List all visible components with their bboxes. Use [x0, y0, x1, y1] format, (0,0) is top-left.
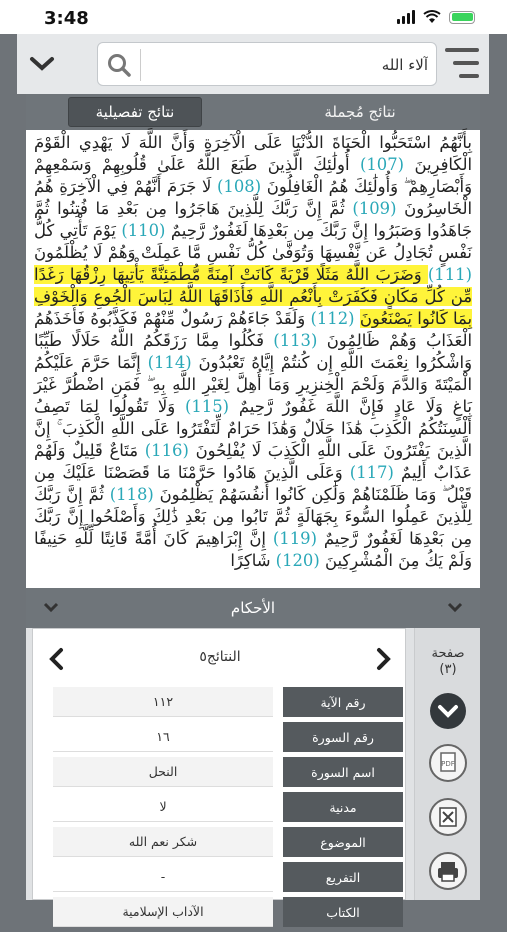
details-label: التفريع	[283, 862, 403, 892]
verse-number: (109)	[352, 199, 397, 218]
verse-number: (120)	[275, 551, 320, 570]
search-input[interactable]	[148, 49, 428, 81]
results-nav	[33, 639, 407, 679]
verse-number: (114)	[147, 353, 192, 372]
details-row	[33, 722, 407, 752]
ahkam-bar[interactable]	[26, 588, 480, 628]
verse-text: إِنَّمَا حَرَّمَ عَلَيْكُمُ الْمَيْتَةَ وَالدَّمَ وَلَحْمَ الْخِنزِيرِ وَمَا أُهِلَّ لِغَيْرِ اللَّهِ بِهِ ۖ فَمَنِ اضْطُرَّ غَيْرَ بَاغٍ وَلَا عَادٍ فَإِنَّ اللَّهَ غَفُورٌ رَّحِيمٌ	[34, 353, 472, 416]
verse-text: فَكُلُوا مِمَّا رَزَقَكُمُ اللَّهُ حَلَالًا طَيِّبًا وَاشْكُرُوا نِعْمَتَ اللَّهِ إِن كُنتُمْ إِيَّاهُ تَعْبُدُونَ	[34, 331, 473, 372]
verses-text	[34, 132, 472, 572]
menu-icon[interactable]	[445, 48, 479, 78]
details-row	[33, 687, 407, 717]
details-row	[33, 792, 407, 822]
details-value: ١٦	[53, 722, 273, 752]
verse-number: (112)	[310, 309, 360, 328]
verse-number: (119)	[272, 529, 317, 548]
verse-text: بِأَنَّهُمُ اسْتَحَبُّوا الْحَيَاةَ الدُّنْيَا عَلَى الْآخِرَةِ وَأَنَّ اللَّهَ لَا يَهْدِي الْقَوْمَ الْكَافِرِينَ	[34, 133, 472, 174]
print-icon[interactable]	[427, 850, 469, 892]
details-label: رقم الآية	[283, 687, 403, 717]
verse-number: (110)	[121, 221, 166, 240]
verse-text: مَتَاعٌ قَلِيلٌ وَلَهُمْ عَذَابٌ أَلِيمٌ	[34, 441, 472, 482]
status-bar	[0, 0, 507, 34]
details-row	[33, 827, 407, 857]
details-label: رقم السورة	[283, 722, 403, 752]
details-value: -	[53, 862, 273, 892]
search-box[interactable]	[97, 42, 437, 86]
status-time: 3:48	[44, 8, 89, 29]
chevron-down-icon[interactable]	[40, 596, 62, 618]
results-details	[32, 628, 406, 920]
collapse-chevron-icon[interactable]	[17, 34, 67, 94]
verse-text: أُولَٰئِكَ الَّذِينَ طَبَعَ اللَّهُ عَلَىٰ قُلُوبِهِمْ وَسَمْعِهِمْ وَأَبْصَارِهِمْ ۖ وَأُولَٰئِكَ هُمُ الْغَافِلُونَ	[34, 155, 472, 196]
page-label: صفحة	[431, 646, 465, 661]
verse-number: (113)	[273, 331, 318, 350]
battery-icon	[449, 11, 475, 24]
verse-text: وَعَلَى الَّذِينَ هَادُوا حَرَّمْنَا مَا قَصَصْنَا عَلَيْكَ مِن قَبْلُ ۖ وَمَا ظَلَمْنَاهُمْ وَلَٰكِن كَانُوا أَنفُسَهُمْ يَظْلِمُونَ	[34, 463, 472, 504]
action-sidebar	[414, 628, 480, 900]
expand-down-icon[interactable]	[427, 690, 469, 732]
details-value: شكر نعم الله	[53, 827, 273, 857]
status-icons	[397, 10, 475, 24]
highlighted-verse: وَضَرَبَ اللَّهُ مَثَلًا قَرْيَةً كَانَتْ آمِنَةً مُّطْمَئِنَّةً يَأْتِيهَا رِزْقُهَا رَغَدًا مِّن كُلِّ مَكَانٍ فَكَفَرَتْ بِأَنْعُمِ اللَّهِ فَأَذَاقَهَا اللَّهُ لِبَاسَ الْجُوعِ وَالْخَوْفِ بِمَا كَانُوا يَصْنَعُونَ	[34, 265, 473, 328]
verses-text-area[interactable]	[26, 130, 480, 588]
details-label: مدنية	[283, 792, 403, 822]
verse-number: (107)	[359, 155, 405, 174]
page-number: (٣)	[439, 662, 457, 677]
details-panel	[26, 628, 480, 920]
top-bar	[17, 34, 489, 94]
verse-text: ثُمَّ إِنَّ رَبَّكَ لِلَّذِينَ هَاجَرُوا مِن بَعْدِ مَا فُتِنُوا ثُمَّ جَاهَدُوا وَصَبَرُوا إِنَّ رَبَّكَ مِن بَعْدِهَا لَغَفُورٌ رَّحِيمٌ	[34, 199, 473, 240]
ahkam-label: الأحكام	[230, 599, 276, 617]
verse-text: لَا جَرَمَ أَنَّهُمْ فِي الْآخِرَةِ هُمُ الْخَاسِرُونَ	[34, 177, 473, 218]
details-row	[33, 757, 407, 787]
details-label: الكتاب	[283, 897, 403, 927]
details-value: النحل	[53, 757, 273, 787]
search-icon[interactable]	[106, 52, 132, 78]
verse-text: ثُمَّ إِنَّ رَبَّكَ لِلَّذِينَ عَمِلُوا السُّوءَ بِجَهَالَةٍ ثُمَّ تَابُوا مِن بَعْدِ ذَٰلِكَ وَأَصْلَحُوا إِنَّ رَبَّكَ مِن بَعْدِهَا لَغَفُورٌ رَّحِيمٌ	[34, 485, 472, 548]
search-divider	[140, 49, 141, 81]
details-label: الموضوع	[283, 827, 403, 857]
verse-number: (118)	[109, 485, 154, 504]
verse-text: إِنَّ إِبْرَاهِيمَ كَانَ أُمَّةً قَانِتًا لِّلَّهِ حَنِيفًا وَلَمْ يَكُ مِنَ الْمُشْرِكِينَ	[34, 529, 472, 570]
chevron-down-icon[interactable]	[444, 596, 466, 618]
signal-icon	[397, 10, 415, 24]
tab-detailed-results[interactable]: نتائج تفصيلية	[68, 97, 202, 127]
chevron-right-icon[interactable]	[369, 645, 397, 673]
verse-text: وَلَا تَقُولُوا لِمَا تَصِفُ أَلْسِنَتُكُمُ الْكَذِبَ هَٰذَا حَلَالٌ وَهَٰذَا حَرَامٌ لِّتَفْتَرُوا عَلَى اللَّهِ الْكَذِبَ ۚ إِنَّ الَّذِينَ يَفْتَرُونَ عَلَى اللَّهِ الْكَذِبَ لَا يُفْلِحُونَ	[34, 397, 473, 460]
verse-number: (108)	[217, 177, 262, 196]
verse-number: (115)	[184, 397, 230, 416]
verse-number: (111)	[427, 265, 472, 284]
verse-number: (116)	[144, 441, 189, 460]
svg-text:PDF: PDF	[441, 760, 455, 768]
details-row	[33, 862, 407, 892]
tab-summary-results[interactable]: نتائج مُجملة	[324, 103, 396, 121]
details-value: ١١٢	[53, 687, 273, 717]
details-table	[33, 687, 407, 932]
verse-text: وَلَقَدْ جَاءَهُمْ رَسُولٌ مِّنْهُمْ فَكَذَّبُوهُ فَأَخَذَهُمُ الْعَذَابُ وَهُمْ ظَالِمُونَ	[34, 309, 472, 350]
page-indicator	[415, 646, 481, 678]
verse-text: يَوْمَ تَأْتِي كُلُّ نَفْسٍ تُجَادِلُ عَن نَّفْسِهَا وَتُوَفَّىٰ كُلُّ نَفْسٍ مَّا عَمِلَتْ وَهُمْ لَا يُظْلَمُونَ	[34, 221, 472, 262]
details-value: لا	[53, 792, 273, 822]
excel-icon[interactable]	[427, 796, 469, 838]
details-label: اسم السورة	[283, 757, 403, 787]
results-nav-title: النتائج٥	[199, 649, 241, 665]
pdf-icon[interactable]	[427, 742, 469, 784]
verse-number: (117)	[349, 463, 394, 482]
details-row	[33, 897, 407, 927]
results-tabs	[26, 94, 480, 130]
wifi-icon	[423, 10, 441, 24]
verse-text: شَاكِرًا	[230, 551, 276, 570]
details-value: الآداب الإسلامية	[53, 897, 273, 927]
